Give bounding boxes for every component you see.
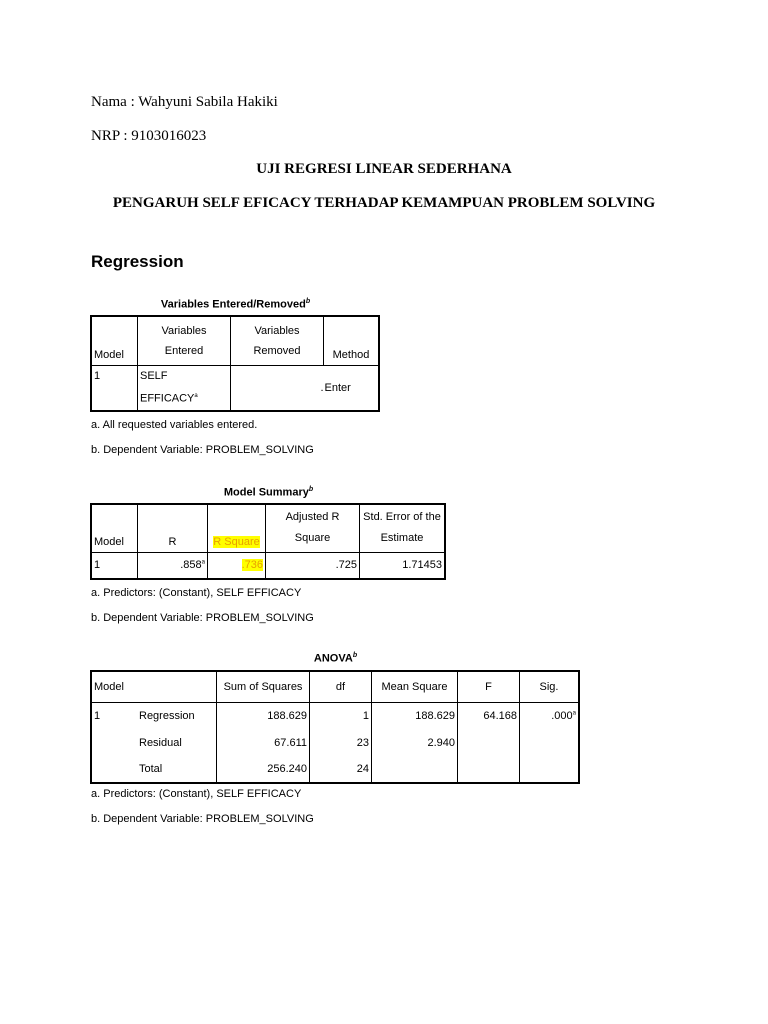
col-header-model: Model — [94, 535, 124, 548]
col-header-se-line2: Estimate — [380, 532, 424, 545]
cell-sig — [520, 729, 580, 756]
section-title: Regression — [91, 252, 184, 271]
cell-source: Regression — [139, 709, 195, 722]
cell-sig — [520, 702, 580, 729]
cell-sig-sup: a — [572, 710, 576, 717]
table-row — [91, 756, 579, 783]
cell-ss: 188.629 — [217, 702, 310, 729]
cell-f — [458, 756, 520, 783]
cell-ms: 2.940 — [372, 729, 458, 756]
cell-entered-line2 — [140, 386, 228, 409]
cell-source: Total — [139, 763, 163, 775]
col-header-mean-square: Mean Square — [372, 671, 458, 702]
col-header-entered-line1: Variables — [161, 324, 207, 337]
table-header-row — [91, 316, 379, 365]
variables-caption-text: Variables Entered/Removed — [160, 298, 306, 311]
model-summary-note-a: a. Predictors: (Constant), SELF EFFICACY — [91, 587, 302, 599]
cell-f: 64.168 — [458, 702, 520, 729]
col-header-model: Model — [94, 348, 124, 361]
cell-std-error: 1.71453 — [360, 552, 446, 579]
r-square-header-highlight: R Square — [213, 535, 260, 548]
col-header-adj-r-square — [266, 504, 360, 552]
cell-r-sup: a — [201, 559, 205, 566]
table-header-row — [91, 504, 445, 552]
cell-ms: 188.629 — [372, 702, 458, 729]
cell-r-value: .858 — [180, 559, 202, 572]
col-header-removed-line1: Variables — [254, 324, 300, 337]
cell-ss: 256.240 — [217, 756, 310, 783]
anova-caption — [91, 652, 580, 665]
model-summary-table — [90, 503, 446, 580]
col-header-se-line1: Std. Error of the — [363, 511, 441, 524]
table-row — [91, 552, 445, 579]
col-header-adj-line1: Adjusted R — [285, 511, 340, 524]
cell-adj-r-square: .725 — [266, 552, 360, 579]
col-header-std-error — [360, 504, 446, 552]
r-square-value-highlight: .736 — [241, 559, 263, 572]
col-header-f: F — [458, 671, 520, 702]
cell-entered-line2-text: EFFICACY — [140, 393, 195, 406]
student-name: Nama : Wahyuni Sabila Hakiki — [91, 94, 278, 110]
cell-method: Enter — [324, 381, 351, 394]
col-header-entered — [138, 316, 231, 365]
model-summary-caption — [91, 486, 446, 499]
col-header-method: Method — [324, 316, 380, 365]
cell-sig-value: .000 — [551, 709, 573, 722]
cell-df: 24 — [310, 756, 372, 783]
variables-table-caption — [91, 298, 380, 311]
col-header-model: Model — [94, 680, 124, 693]
cell-ms — [372, 756, 458, 783]
cell-entered-sup: a — [194, 393, 198, 400]
table-row — [91, 729, 579, 756]
variables-caption-sup: b — [305, 298, 311, 305]
table-row — [91, 702, 579, 729]
variables-note-a: a. All requested variables entered. — [91, 419, 258, 431]
cell-entered — [138, 365, 231, 411]
cell-f — [458, 729, 520, 756]
col-header-sig: Sig. — [520, 671, 580, 702]
col-header-entered-line2: Entered — [164, 344, 204, 357]
model-summary-note-b: b. Dependent Variable: PROBLEM_SOLVING — [91, 612, 314, 624]
cell-entered-line1: SELF — [140, 370, 168, 383]
anova-caption-text: ANOVA — [313, 652, 353, 665]
anova-table — [90, 670, 580, 784]
variables-note-b: b. Dependent Variable: PROBLEM_SOLVING — [91, 444, 314, 456]
col-header-df: df — [310, 671, 372, 702]
cell-removed: . — [231, 365, 324, 411]
document-subtitle: PENGARUH SELF EFICACY TERHADAP KEMAMPUAN PROBLEM SOLVING — [112, 195, 656, 211]
col-header-sum-of-squares: Sum of Squares — [217, 671, 310, 702]
cell-model: 1 — [94, 559, 101, 572]
student-nrp: NRP : 9103016023 — [91, 128, 207, 144]
anova-note-a: a. Predictors: (Constant), SELF EFFICACY — [91, 788, 302, 800]
cell-model: 1 — [94, 369, 101, 382]
model-summary-caption-text: Model Summary — [223, 486, 309, 499]
cell-r-square — [208, 552, 266, 579]
cell-df: 1 — [310, 702, 372, 729]
col-header-adj-line2: Square — [294, 532, 331, 545]
document-title: UJI REGRESI LINEAR SEDERHANA — [256, 161, 512, 177]
col-header-removed-line2: Removed — [253, 344, 301, 357]
cell-model: 1 — [94, 709, 101, 722]
anova-caption-sup: b — [352, 652, 358, 659]
col-header-removed — [231, 316, 324, 365]
cell-ss: 67.611 — [217, 729, 310, 756]
cell-sig — [520, 756, 580, 783]
cell-df: 23 — [310, 729, 372, 756]
cell-r — [138, 552, 208, 579]
table-header-row — [91, 671, 579, 702]
variables-entered-table — [90, 315, 380, 412]
col-header-r: R — [138, 504, 208, 552]
col-header-r-square — [208, 504, 266, 552]
table-row — [91, 365, 379, 411]
anova-note-b: b. Dependent Variable: PROBLEM_SOLVING — [91, 813, 314, 825]
model-summary-caption-sup: b — [308, 486, 314, 493]
cell-source: Residual — [139, 736, 182, 749]
